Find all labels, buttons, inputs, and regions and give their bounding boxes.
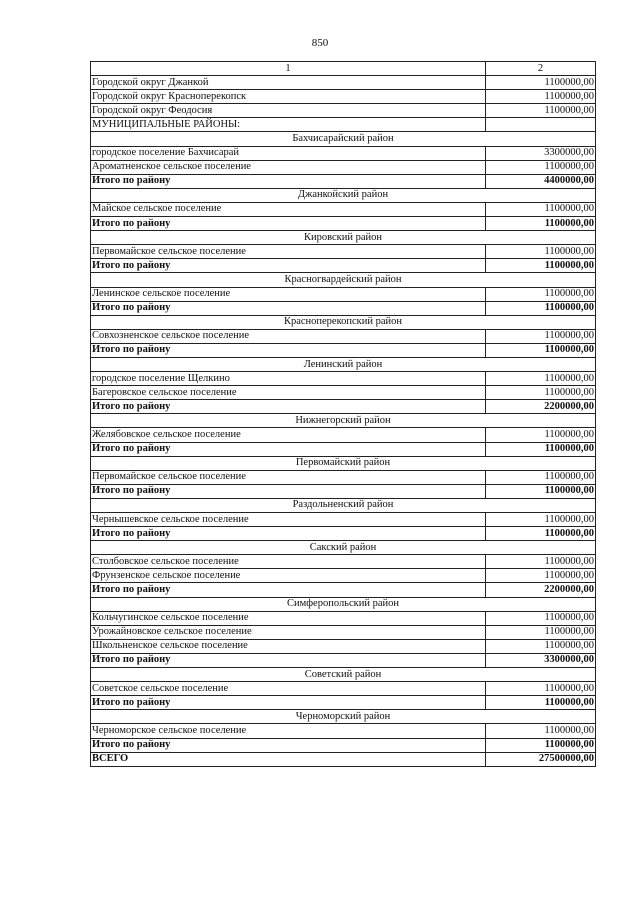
row-value: 3300000,00 — [486, 146, 596, 160]
section-row — [91, 118, 596, 132]
table-row — [91, 724, 596, 738]
district-header-row — [91, 188, 596, 202]
row-value: 1100000,00 — [486, 329, 596, 343]
row-value: 1100000,00 — [486, 90, 596, 104]
row-name: Итого по району — [91, 653, 486, 667]
row-name: Желябовское сельское поселение — [91, 428, 486, 442]
row-name: Городской округ Феодосия — [91, 104, 486, 118]
row-value: 1100000,00 — [486, 287, 596, 301]
district-header-row — [91, 132, 596, 146]
row-name: Итого по району — [91, 527, 486, 541]
district-name: Раздольненский район — [91, 498, 596, 512]
table-row — [91, 329, 596, 343]
table-row — [91, 639, 596, 653]
district-name: Бахчисарайский район — [91, 132, 596, 146]
row-value: 27500000,00 — [486, 752, 596, 766]
total-row — [91, 696, 596, 710]
row-value: 1100000,00 — [486, 696, 596, 710]
total-row — [91, 583, 596, 597]
row-value: 1100000,00 — [486, 724, 596, 738]
district-name: Советский район — [91, 668, 596, 682]
row-name: Итого по району — [91, 259, 486, 273]
row-name: Итого по району — [91, 343, 486, 357]
district-name: Сакский район — [91, 541, 596, 555]
district-header-row — [91, 710, 596, 724]
row-value: 1100000,00 — [486, 386, 596, 400]
row-name: Итого по району — [91, 442, 486, 456]
table-row — [91, 611, 596, 625]
row-name: городское поселение Бахчисарай — [91, 146, 486, 160]
table-row — [91, 104, 596, 118]
table-row — [91, 146, 596, 160]
district-header-row — [91, 273, 596, 287]
row-value: 1100000,00 — [486, 611, 596, 625]
row-value: 1100000,00 — [486, 484, 596, 498]
row-name: Итого по району — [91, 400, 486, 414]
row-name: Первомайское сельское поселение — [91, 470, 486, 484]
header-col-2: 2 — [486, 62, 596, 76]
district-header-row — [91, 668, 596, 682]
total-row — [91, 217, 596, 231]
district-header-row — [91, 541, 596, 555]
budget-table — [90, 61, 596, 767]
row-name: Ленинское сельское поселение — [91, 287, 486, 301]
table-row — [91, 202, 596, 216]
row-name: Фрунзенское сельское поселение — [91, 569, 486, 583]
row-name: Городской округ Джанкой — [91, 76, 486, 90]
table-row — [91, 569, 596, 583]
table-row — [91, 555, 596, 569]
district-header-row — [91, 498, 596, 512]
row-value: 1100000,00 — [486, 301, 596, 315]
row-value: 1100000,00 — [486, 555, 596, 569]
table-row — [91, 160, 596, 174]
row-value: 1100000,00 — [486, 428, 596, 442]
row-name: ВСЕГО — [91, 752, 486, 766]
row-value: 1100000,00 — [486, 569, 596, 583]
row-name: Советское сельское поселение — [91, 682, 486, 696]
district-name: Черноморский район — [91, 710, 596, 724]
row-value: 1100000,00 — [486, 738, 596, 752]
page-number: 850 — [311, 37, 329, 49]
row-value: 1100000,00 — [486, 639, 596, 653]
row-value: 1100000,00 — [486, 513, 596, 527]
row-name: Итого по району — [91, 217, 486, 231]
district-name: Джанкойский район — [91, 188, 596, 202]
district-header-row — [91, 456, 596, 470]
row-value: 1100000,00 — [486, 470, 596, 484]
district-header-row — [91, 231, 596, 245]
row-value: 1100000,00 — [486, 217, 596, 231]
table-header-row — [91, 62, 596, 76]
table-row — [91, 245, 596, 259]
row-name: Столбовское сельское поселение — [91, 555, 486, 569]
row-name: Ароматненское сельское поселение — [91, 160, 486, 174]
row-value: 1100000,00 — [486, 343, 596, 357]
table-row — [91, 513, 596, 527]
row-value: 1100000,00 — [486, 76, 596, 90]
row-value: 1100000,00 — [486, 160, 596, 174]
table-row — [91, 287, 596, 301]
row-value — [486, 118, 596, 132]
row-name: Городской округ Красноперекопск — [91, 90, 486, 104]
row-name: Чернышевское сельское поселение — [91, 513, 486, 527]
row-value: 4400000,00 — [486, 174, 596, 188]
row-name: Итого по району — [91, 484, 486, 498]
district-header-row — [91, 597, 596, 611]
district-name: Первомайский район — [91, 456, 596, 470]
row-name: Школьненское сельское поселение — [91, 639, 486, 653]
total-row — [91, 442, 596, 456]
row-value: 1100000,00 — [486, 245, 596, 259]
row-value: 2200000,00 — [486, 583, 596, 597]
table-row — [91, 428, 596, 442]
row-name: Первомайское сельское поселение — [91, 245, 486, 259]
district-header-row — [91, 357, 596, 371]
total-row — [91, 343, 596, 357]
total-row — [91, 484, 596, 498]
table-row — [91, 682, 596, 696]
total-row — [91, 301, 596, 315]
row-name: Итого по району — [91, 174, 486, 188]
row-value: 1100000,00 — [486, 625, 596, 639]
district-name: Ленинский район — [91, 357, 596, 371]
row-name: Кольчугинское сельское поселение — [91, 611, 486, 625]
row-value: 1100000,00 — [486, 442, 596, 456]
row-value: 3300000,00 — [486, 653, 596, 667]
row-name: Итого по району — [91, 301, 486, 315]
row-name: Черноморское сельское поселение — [91, 724, 486, 738]
table-row — [91, 625, 596, 639]
district-name: Нижнегорский район — [91, 414, 596, 428]
total-row — [91, 527, 596, 541]
row-name: Итого по району — [91, 583, 486, 597]
row-name: МУНИЦИПАЛЬНЫЕ РАЙОНЫ: — [91, 118, 486, 132]
district-header-row — [91, 414, 596, 428]
row-name: Урожайновское сельское поселение — [91, 625, 486, 639]
table-row — [91, 76, 596, 90]
total-row — [91, 738, 596, 752]
total-row — [91, 174, 596, 188]
row-name: Итого по району — [91, 696, 486, 710]
total-row — [91, 400, 596, 414]
total-row — [91, 752, 596, 766]
table-row — [91, 470, 596, 484]
row-name: Совхозненское сельское поселение — [91, 329, 486, 343]
row-value: 1100000,00 — [486, 372, 596, 386]
header-col-1: 1 — [91, 62, 486, 76]
row-name: Итого по району — [91, 738, 486, 752]
total-row — [91, 259, 596, 273]
district-name: Кировский район — [91, 231, 596, 245]
total-row — [91, 653, 596, 667]
row-name: городское поселение Щелкино — [91, 372, 486, 386]
row-value: 1100000,00 — [486, 259, 596, 273]
district-header-row — [91, 315, 596, 329]
district-name: Красногвардейский район — [91, 273, 596, 287]
table-row — [91, 372, 596, 386]
row-name: Майское сельское поселение — [91, 202, 486, 216]
row-value: 2200000,00 — [486, 400, 596, 414]
district-name: Красноперекопский район — [91, 315, 596, 329]
row-name: Багеровское сельское поселение — [91, 386, 486, 400]
table-row — [91, 90, 596, 104]
district-name: Симферопольский район — [91, 597, 596, 611]
row-value: 1100000,00 — [486, 682, 596, 696]
table-row — [91, 386, 596, 400]
table-body — [91, 76, 596, 767]
row-value: 1100000,00 — [486, 202, 596, 216]
row-value: 1100000,00 — [486, 104, 596, 118]
row-value: 1100000,00 — [486, 527, 596, 541]
